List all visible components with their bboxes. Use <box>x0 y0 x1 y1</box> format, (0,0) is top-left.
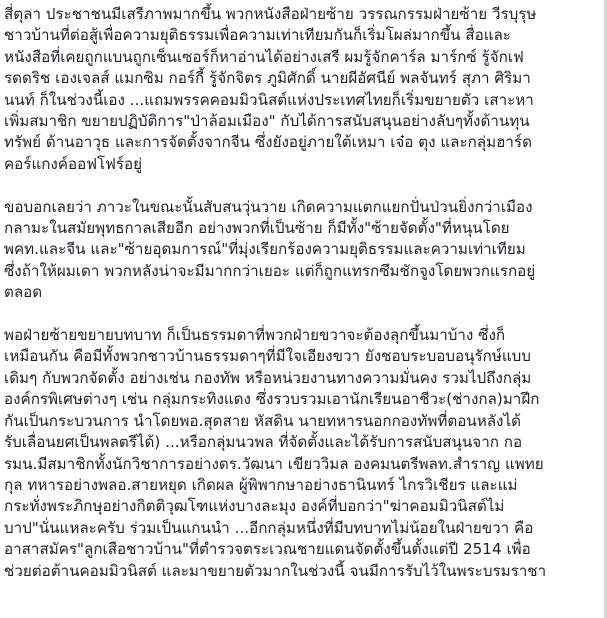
text-line: กลามะในสมัยพุทธกาลเสียอีก อย่างพวกที่เป็นซ้าย ก็มีทั้ง"ซ้ายจัดตั้ง"ที่หนุนโดย <box>4 219 510 238</box>
paragraph-1 <box>4 4 594 175</box>
article-body <box>4 4 594 603</box>
text-line: กระทั่งพระภิกษุอย่างกิตติวุฒโฑแห่งบางละมุง องค์ที่บอกว่า"ฆ่าคอมมิวนิสต์ไม่ <box>4 497 505 516</box>
text-line: ช่วยต่อต้านคอมมิวนิสต์ และมาขยายตัวมากในช่วงนี้ จนมีการรับไว้ในพระบรมราชา <box>4 561 547 580</box>
text-line: ตลอด <box>4 283 43 302</box>
text-line: บาป"นั่นแหละครับ ร่วมเป็นแกนนำ ...อีกกลุ่มหนึ่งที่มีบทบาทไม่น้อยในฝ่ายขวา คือ <box>4 518 534 537</box>
text-line: เหมือนกัน คือมีทั้งพวกชาวบ้านธรรมดาๆที่มีใจเอียงขวา ยังชอบระบอบอนุรักษ์แบบ <box>4 347 531 366</box>
text-line: สี่ตุลา ประชาชนมีเสรีภาพมากขึ้น พวกหนังสือฝ่ายซ้าย วรรณกรรมฝ่ายซ้าย วีรบุรุษ <box>4 5 537 23</box>
text-line: อาสาสมัคร"ลูกเสือชาวบ้าน"ที่ตำรวจตระเวณชายแดนจัดตั้งขึ้นตั้งแต่ปี 2514 เพื่อ <box>4 540 531 559</box>
text-line: องค์กรพิเศษต่างๆ เช่น กลุ่มกระทิงแดง ซึ่งรวบรวมเอานักเรียนอาชีวะ(ช่างกล)มาฝึก <box>4 390 540 409</box>
text-line: กันเป็นกระบวนการ นำโดยพอ.สุดสาย หัสดิน นายทหารนอกกองทัพที่ตอนหลังได้ <box>4 411 521 430</box>
text-line: ซึ่งถ้าให้ผมเดา พวกหลังน่าจะมีมากกว่าเยอะ แต่ก็ถูกแทรกซึมชักจูงโดยพวกแรกอยู่ <box>4 261 536 280</box>
text-line: รับเลื่อนยศเป็นพลตรีได้) ...หรือกลุ่มนวพล ที่จัดตั้งและได้รับการสนับสนุนจาก กอ <box>4 433 523 452</box>
text-line: ชาวบ้านที่ต่อสู้เพื่อความยุติธรรมเพื่อความเท่าเทียมกันก็เริ่มโผล่มากขึ้น สื่อและ <box>4 26 511 45</box>
text-line: รมน.มีสมาชิกทั้งนักวิชาการอย่างดร.วัฒนา เขียววิมล องคมนตรีพลท.สำราญ แพทย <box>4 454 544 473</box>
text-line: ทรัพย์ ด้านอาวุธ และการจัดตั้งจากจีน ซึ่งยังอยู่ภายใต้เหมา เจ๋อ ตุง และกลุ่มฮาร์ด <box>4 133 532 152</box>
text-line: เดิมๆ กับพวกจัดตั้ง อย่างเช่น กองทัพ หรือหน่วยงานทางความมั่นคง รวมไปถึงกลุ่ม <box>4 368 532 387</box>
text-line: ขอบอกเลยว่า ภาวะในขณะนั้นสับสนวุ่นวาย เกิดความแตกแยกปั่นป่วนยิ่งกว่าเมือง <box>4 197 533 216</box>
paragraph-2 <box>4 197 594 304</box>
text-line: หนังสือที่เคยถูกแบนถูกเซ็นเซอร์ก็หาอ่านได้อย่างเสรี ผมรู้จักคาร์ล มาร์กซ์ รู้จักเฟ <box>4 47 524 66</box>
text-line: รดดริช เองเจลส์ แมกซิม กอร์กี้ รู้จักจิตร ภูมิศักดิ์ นายผีอัศนีย์ พลจันทร์ สุภา ศิริมา <box>4 69 531 88</box>
text-line: พอฝ่ายซ้ายขยายบทบาท ก็เป็นธรรมดาที่พวกฝ่ายขวาจะต้องลุกขึ้นมาบ้าง ซึ่งก็ <box>4 326 506 345</box>
text-line: กุล ทหารอย่างพลอ.สายหยุด เกิดผล ผู้พิพากษาอย่างธานินทร์ ไกรวิเชียร และแม่ <box>4 475 518 494</box>
text-line: เพิ่มสมาชิก ขยายปฏิบัติการ"ป่าล้อมเมือง" กับได้การสนับสนุนอย่างลับๆทั้งด้านทุน <box>4 112 530 131</box>
text-line: พคท.และจีน และ"ซ้ายอุดมการณ์"ที่มุ่งเรียกร้องความยุติธรรมและความเท่าเทียม <box>4 240 526 259</box>
paragraph-3 <box>4 325 594 582</box>
text-line: คอร์แกงค์ออฟโฟร์อยู่ <box>4 154 143 173</box>
text-line: นนท์ ก็ในช่วงนี้เอง ...แถมพรรคคอมมิวนิสต์แห่งประเทศไทยก็เริ่มขยายตัว เสาะหา <box>4 90 534 109</box>
